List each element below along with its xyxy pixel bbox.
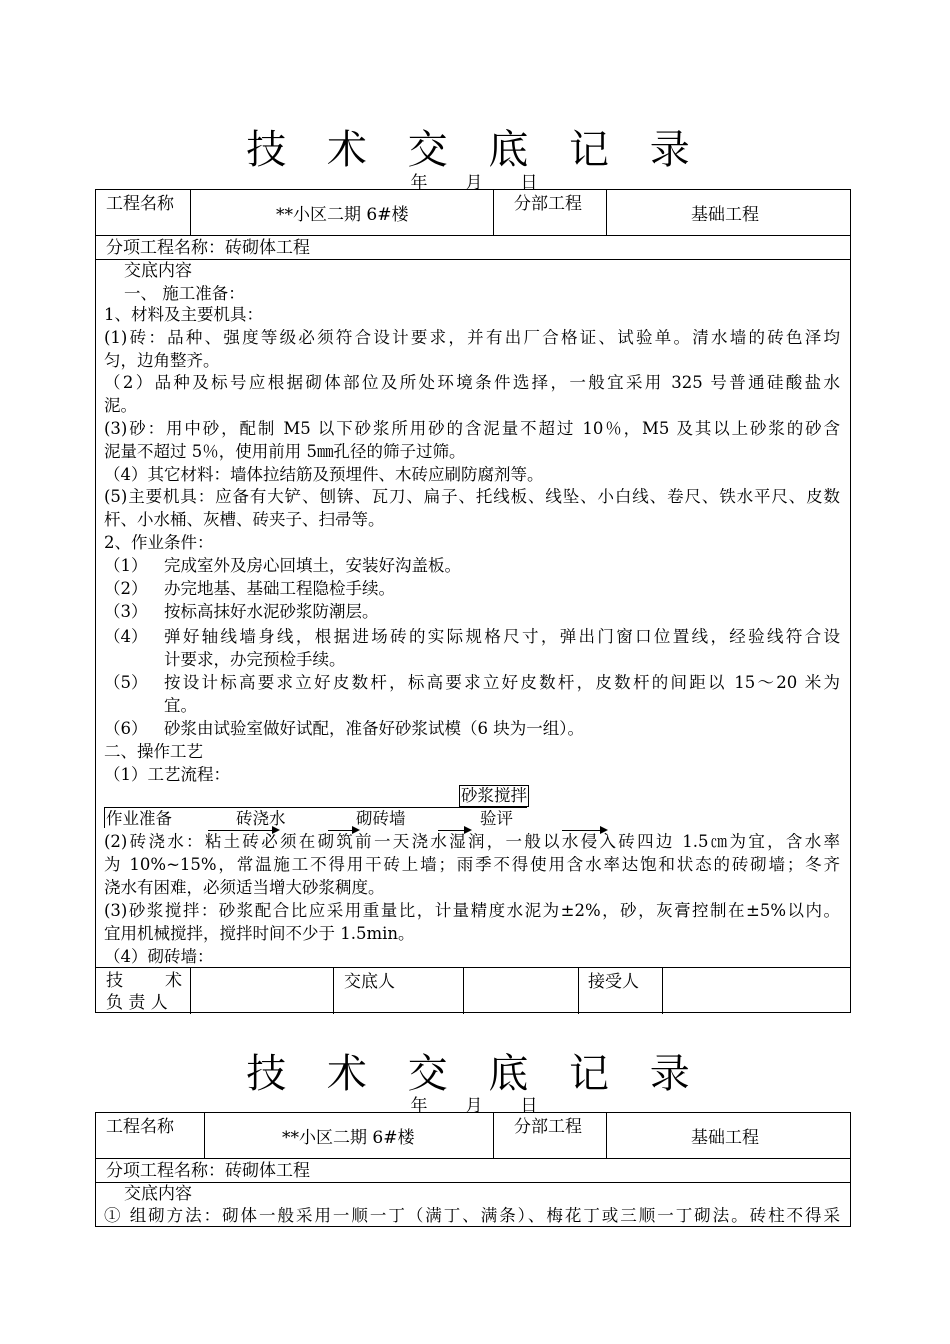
subitem-name-2: 分项工程名称：砖砌体工程 — [106, 1161, 310, 1181]
para-2b: 为 10%~15%，常温施工不得用干砖上墙；雨季不得使用含水率达饱和状态的砖砌墙；冬齐 — [104, 855, 840, 874]
project-value: **小区二期 6#楼 — [276, 205, 409, 225]
flow-eval: 验评 — [480, 809, 513, 828]
section-1-2: 2、作业条件： — [104, 533, 214, 552]
cond-3: 按标高抹好水泥砂浆防潮层。 — [164, 602, 379, 621]
cond-4-num: （4） — [104, 627, 148, 646]
material-4: （4）其它材料：墙体拉结筋及预埋件、木砖应刷防腐剂等。 — [104, 465, 544, 484]
subitem-name: 分项工程名称：砖砌体工程 — [106, 238, 310, 258]
content-label: 交底内容 — [124, 261, 192, 281]
material-1a: (1)砖：品种、强度等级必须符合设计要求，并有出厂合格证、试验单。清水墙的砖色泽均 — [104, 328, 840, 347]
section-1-1: 1、材料及主要机具： — [104, 305, 263, 324]
cond-5-num: （5） — [104, 673, 148, 692]
footer-tech-b: 负 责 人 — [106, 993, 168, 1013]
record-table-2 — [95, 1112, 851, 1227]
division-label-2: 分部工程 — [514, 1117, 582, 1137]
cond-1: 完成室外及房心回填土，安装好沟盖板。 — [164, 556, 461, 575]
project-label-2: 工程名称 — [106, 1117, 174, 1137]
project-label: 工程名称 — [106, 194, 174, 214]
cond-6-num: （6） — [104, 719, 148, 738]
material-3b: 泥量不超过 5％，使用前用 5㎜孔径的筛子过筛。 — [104, 442, 466, 461]
division-value-2: 基础工程 — [691, 1128, 759, 1148]
footer-receiver: 接受人 — [588, 972, 639, 992]
footer-presenter: 交底人 — [344, 972, 395, 992]
cond-2-num: （2） — [104, 579, 148, 598]
section-1: 一、 施工准备： — [124, 284, 245, 303]
content-label-2: 交底内容 — [124, 1184, 192, 1204]
material-5b: 杆、小水桶、灰槽、砖夹子、扫帚等。 — [104, 510, 385, 529]
cond-5b: 宜。 — [164, 696, 197, 715]
section-2-1: （1）工艺流程： — [104, 765, 230, 784]
flow-wall: 砌砖墙 — [356, 809, 406, 828]
footer-tech-a: 技 术 — [106, 971, 182, 991]
division-value: 基础工程 — [691, 205, 759, 225]
date-month: 月 — [465, 173, 485, 193]
record-table — [95, 189, 851, 1013]
cond-2: 办完地基、基础工程隐检手续。 — [164, 579, 395, 598]
flow-prep: 作业准备 — [106, 809, 172, 828]
date-day-2: 日 — [520, 1096, 540, 1116]
cond-4b: 计要求，办完预检手续。 — [164, 650, 346, 669]
date-year-2: 年 — [410, 1096, 430, 1116]
cond-3-num: （3） — [104, 602, 148, 621]
para-4: （4）砌砖墙： — [104, 947, 214, 966]
para-3a: (3)砂浆搅拌：砂浆配合比应采用重量比，计量精度水泥为±2%，砂，灰膏控制在±5%以内。 — [104, 901, 840, 920]
flow-water: 砖浇水 — [236, 809, 286, 828]
para-2a: (2)砖浇水：粘土砖必须在砌筑前一天浇水湿润，一般以水侵入砖四边 1.5㎝为宜，含水率 — [104, 832, 840, 851]
material-5a: (5)主要机具：应备有大铲、刨锛、瓦刀、扁子、托线板、线坠、小白线、卷尺、铁水平尺、皮数 — [104, 487, 840, 506]
para-2c: 浇水有困难，必须适当增大砂浆稠度。 — [104, 878, 385, 897]
date-year: 年 — [410, 173, 430, 193]
date-month-2: 月 — [465, 1096, 485, 1116]
cond-5a: 按设计标高要求立好皮数杆，标高要求立好皮数杆，皮数杆的间距以 15～20 米为 — [164, 673, 840, 692]
cond-6: 砂浆由试验室做好试配，准备好砂浆试模（6 块为一组）。 — [164, 719, 584, 738]
material-1b: 匀，边角整齐。 — [104, 351, 220, 370]
material-2a: （2）品种及标号应根据砌体部位及所处环境条件选择，一般宜采用 325 号普通硅酸盐水 — [104, 373, 840, 392]
page2-method-1: ① 组砌方法：砌体一般采用一顺一丁（满丁、满条）、梅花丁或三顺一丁砌法。砖柱不得采 — [104, 1206, 840, 1225]
cond-1-num: （1） — [104, 556, 148, 575]
para-3b: 宜用机械搅拌，搅拌时间不少于 1.5min。 — [104, 924, 415, 943]
material-2b: 泥。 — [104, 396, 137, 415]
page-title: 技 术 交 底 记 录 — [246, 127, 704, 173]
cond-4a: 弹好轴线墙身线，根据进场砖的实际规格尺寸，弹出门窗口位置线，经验线符合设 — [164, 627, 840, 646]
page-title-2: 技 术 交 底 记 录 — [246, 1051, 704, 1097]
flow-mortar: 砂浆搅拌 — [461, 786, 527, 805]
material-3a: (3)砂：用中砂，配制 M5 以下砂浆所用砂的含泥量不超过 10％，M5 及其以上砂浆的砂含 — [104, 419, 840, 438]
date-day: 日 — [520, 173, 540, 193]
project-value-2: **小区二期 6#楼 — [282, 1128, 415, 1148]
section-2: 二、操作工艺 — [104, 742, 203, 761]
division-label: 分部工程 — [514, 194, 582, 214]
